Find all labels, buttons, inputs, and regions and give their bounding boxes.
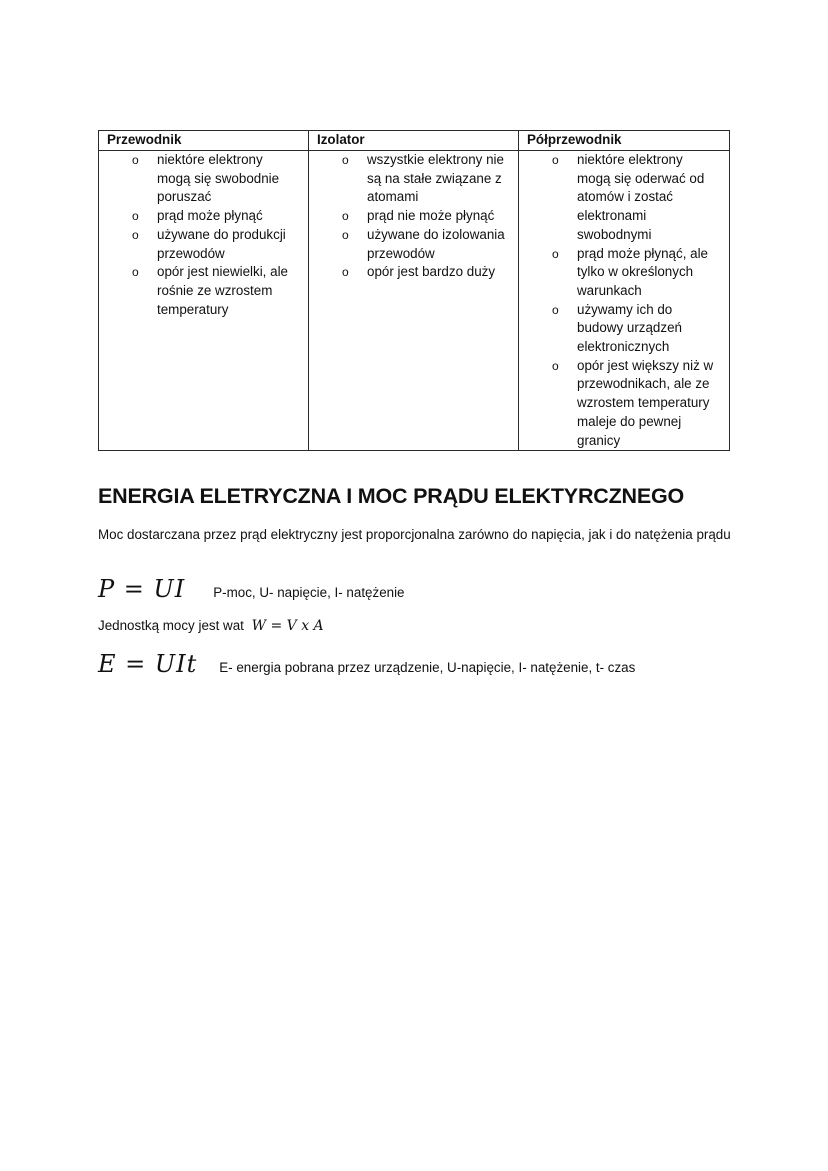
semiconductor-list [519, 151, 725, 450]
bullet-circle-icon: o [132, 153, 139, 167]
list-item-line: są na stałe związane z [367, 170, 502, 186]
unit-formula: W = V x A [251, 618, 324, 634]
table-header-row [99, 131, 730, 151]
unit-text: Jednostką mocy jest wat [98, 618, 244, 633]
bullet-circle-icon: o [132, 227, 139, 242]
list-item-line: niektóre elektrony [577, 152, 683, 167]
list-item [132, 151, 304, 207]
energy-formula-line [98, 650, 635, 678]
bullet-circle-icon: o [552, 246, 559, 261]
list-item-line: tylko w określonych [577, 264, 694, 280]
bullet-circle-icon: o [552, 358, 559, 373]
unit-line [98, 618, 324, 634]
list-item-line: atomów i zostać [577, 189, 674, 205]
energy-formula: E = UIt [98, 650, 198, 678]
list-item-line: przewodnikach, ale ze [577, 376, 710, 392]
bullet-circle-icon: o [342, 209, 349, 224]
list-item-line: opór jest niewielki, ale [157, 264, 288, 280]
bullet-circle-icon: o [132, 265, 139, 280]
list-item-line: warunkach [577, 282, 642, 298]
header-semiconductor: Półprzewodnik [519, 131, 730, 151]
list-item [132, 207, 304, 226]
list-item-line: używane do produkcji [157, 226, 286, 242]
energy-formula-description: E- energia pobrana przez urządzenie, U-napięcie, I- natężenie, t- czas [219, 660, 636, 675]
bullet-circle-icon: o [342, 265, 349, 280]
intro-paragraph: Moc dostarczana przez prąd elektryczny jest proporcjonalna zarówno do napięcia, jak i do natężenia prądu [98, 527, 731, 542]
list-item-line: prąd nie może płynąć [367, 208, 495, 224]
list-item [552, 245, 725, 301]
list-item [552, 357, 725, 451]
list-item-line: budowy urządzeń [577, 320, 682, 336]
bullet-circle-icon: o [552, 153, 559, 167]
list-item [132, 263, 304, 319]
list-item-line: używane do izolowania [367, 226, 505, 242]
insulator-list [309, 151, 514, 282]
list-item [342, 207, 514, 226]
bullet-circle-icon: o [552, 302, 559, 317]
list-item-line: elektronami [577, 208, 647, 224]
list-item-line: atomami [367, 189, 419, 205]
power-formula-line [98, 575, 405, 603]
list-item [342, 226, 514, 263]
list-item-line: niektóre elektrony [157, 152, 263, 167]
table-body-row [99, 151, 730, 451]
list-item-line: temperatury [157, 301, 229, 317]
section-heading: ENERGIA ELETRYCZNA I MOC PRĄDU ELEKTYRCZNEGO [98, 484, 685, 508]
list-item-line: wzrostem temperatury [577, 395, 710, 411]
header-insulator: Izolator [309, 131, 519, 151]
list-item-line: prąd może płynąć [157, 208, 263, 224]
list-item [342, 263, 514, 282]
conductor-list [99, 151, 304, 319]
list-item-line: maleje do pewnej [577, 413, 682, 429]
materials-comparison-table [98, 130, 730, 451]
list-item-line: mogą się oderwać od [577, 170, 705, 186]
list-item-line: swobodnymi [577, 226, 652, 242]
list-item-line: opór jest większy niż w [577, 357, 714, 373]
list-item-line: używamy ich do [577, 301, 673, 317]
list-item-line: przewodów [157, 245, 225, 261]
list-item-line: granicy [577, 432, 621, 448]
cell-conductor [99, 151, 309, 451]
list-item [342, 151, 514, 207]
list-item-line: elektronicznych [577, 339, 670, 355]
list-item [552, 301, 725, 357]
list-item-line: rośnie ze wzrostem [157, 282, 273, 298]
list-item-line: prąd może płynąć, ale [577, 245, 709, 261]
power-formula-description: P-moc, U- napięcie, I- natężenie [213, 585, 405, 600]
list-item-line: poruszać [157, 189, 212, 205]
list-item-line: mogą się swobodnie [157, 170, 280, 186]
list-item-line: wszystkie elektrony nie [367, 152, 504, 167]
cell-insulator [309, 151, 519, 451]
header-conductor: Przewodnik [99, 131, 309, 151]
power-formula: P = UI [98, 575, 186, 603]
bullet-circle-icon: o [342, 153, 349, 167]
list-item [552, 151, 725, 245]
list-item-line: opór jest bardzo duży [367, 264, 496, 280]
list-item [132, 226, 304, 263]
list-item-line: przewodów [367, 245, 435, 261]
cell-semiconductor [519, 151, 730, 451]
bullet-circle-icon: o [342, 227, 349, 242]
bullet-circle-icon: o [132, 209, 139, 224]
